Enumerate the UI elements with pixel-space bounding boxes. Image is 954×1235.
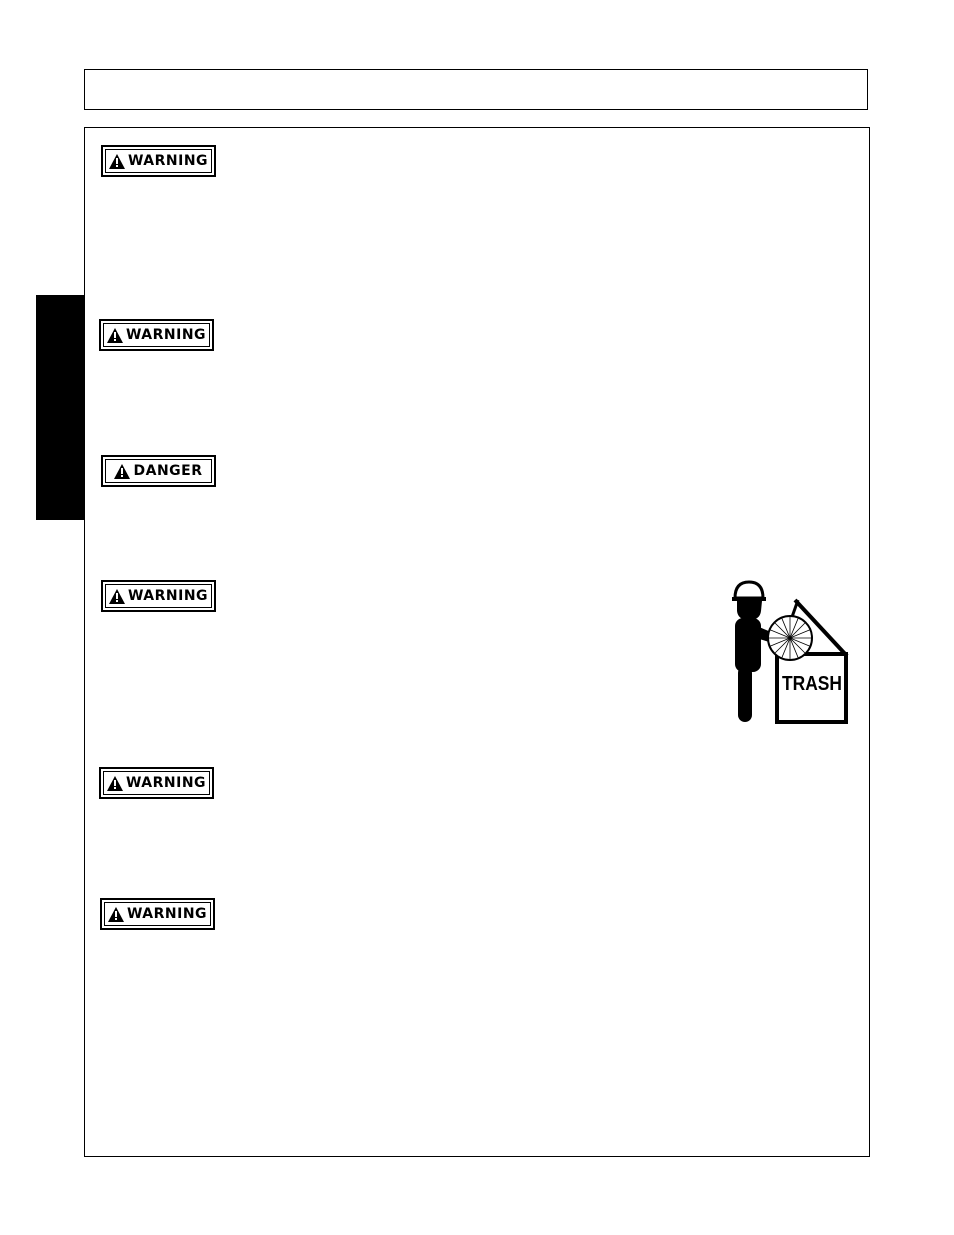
- label-text: WARNING: [126, 906, 208, 922]
- warning-label-2: [99, 319, 214, 351]
- warning-label-3: [101, 580, 216, 612]
- alert-triangle-icon: [114, 464, 130, 479]
- warning-label-1: [101, 145, 216, 177]
- section-tab: [36, 295, 85, 520]
- label-text: WARNING: [125, 775, 207, 791]
- label-text: DANGER: [133, 463, 203, 479]
- alert-triangle-icon: [107, 776, 123, 791]
- alert-triangle-icon: [108, 907, 124, 922]
- alert-triangle-icon: [107, 328, 123, 343]
- danger-label: [101, 455, 216, 487]
- warning-label-4: [99, 767, 214, 799]
- label-text: WARNING: [127, 153, 209, 169]
- blade-wheel-icon: [768, 616, 812, 660]
- label-text: WARNING: [125, 327, 207, 343]
- label-text: WARNING: [127, 588, 209, 604]
- header-box: [84, 69, 868, 110]
- trash-text: TRASH: [782, 673, 842, 695]
- hard-hat-icon: [735, 582, 763, 598]
- alert-triangle-icon: [109, 154, 125, 169]
- warning-label-5: [100, 898, 215, 930]
- alert-triangle-icon: [109, 589, 125, 604]
- trash-disposal-illustration: [722, 578, 850, 726]
